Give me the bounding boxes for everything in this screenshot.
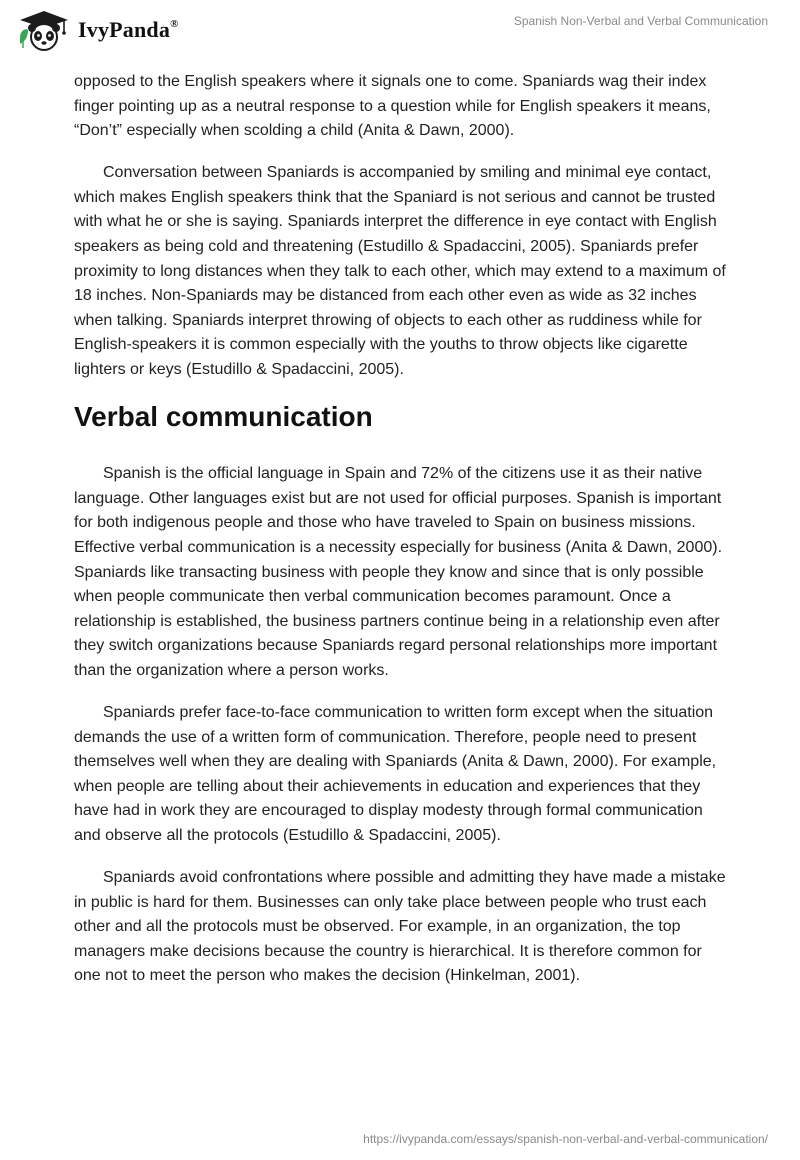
page-header (0, 0, 800, 64)
paragraph: opposed to the English speakers where it signals one to come. Spaniards wag their index finger pointing up as a neutral response to a question while for English speakers it means, “Don’t” especially when scolding a child (Anita & Dawn, 2000). (74, 73, 711, 140)
section-heading: Verbal communication (74, 401, 373, 433)
brand-name: IvyPanda® (78, 17, 179, 42)
paragraph: Spaniards prefer face-to-face communication to written form except when the situation demands the use of a written form of communication. Therefore, people need to present themselves well when they are dealing with Spaniards (Anita & Dawn, 2000). For example, when people are telling about their achievements in education and experiences that they have had in work they are encouraged to display modesty through formal communication and observe all the protocols (Estudillo & Spadaccini, 2005). (74, 703, 717, 844)
paragraph: Spanish is the official language in Spain and 72% of the citizens use it as their native language. Other languages exist but are not used for official purposes. Spanish is important for both indigenous people and those who have traveled to Spain on business missions. Effective verbal communication is a necessity especially for business (Anita & Dawn, 2000). Spaniards like transacting business with people they know and since that is only possible when people communicate then verbal communication becomes paramount. Once a relationship is established, the business partners continue being in a relationship even after they switch organizations because Spaniards regard personal relationships more important than the organization where a person works. (74, 465, 723, 679)
paragraph: Conversation between Spaniards is accompanied by smiling and minimal eye contact, which makes English speakers think that the Spaniard is not serious and cannot be trusted with what he or she is saying. Spaniards interpret the difference in eye contact with English speakers as being cold and threatening (Estudillo & Spadaccini, 2005). Spaniards prefer proximity to long distances when they talk to each other, which may extend to a maximum of 18 inches. Non-Spaniards may be distanced from each other even as wide as 32 inches when talking. Spaniards interpret throwing of objects to each other as ruddiness while for English-speakers it is common especially with the youths to throw objects like cigarette lighters or keys (Estudillo & Spadaccini, 2005). (74, 164, 726, 379)
source-url[interactable]: https://ivypanda.com/essays/spanish-non-verbal-and-verbal-communication/ (363, 1132, 768, 1146)
ivypanda-logo[interactable] (14, 8, 179, 52)
registered-mark: ® (170, 18, 179, 30)
paragraph: Spaniards avoid confrontations where possible and admitting they have made a mistake in public is hard for them. Businesses can only take place between people who trust each other and all the protocols must be observed. For example, in an organization, the top managers make decisions because the country is hierarchical. It is therefore common for one not to meet the person who makes the decision (Hinkelman, 2001). (74, 869, 726, 985)
essay-body (74, 70, 730, 1007)
panda-graduate-icon (14, 8, 72, 52)
document-title: Spanish Non-Verbal and Verbal Communication (513, 14, 768, 28)
